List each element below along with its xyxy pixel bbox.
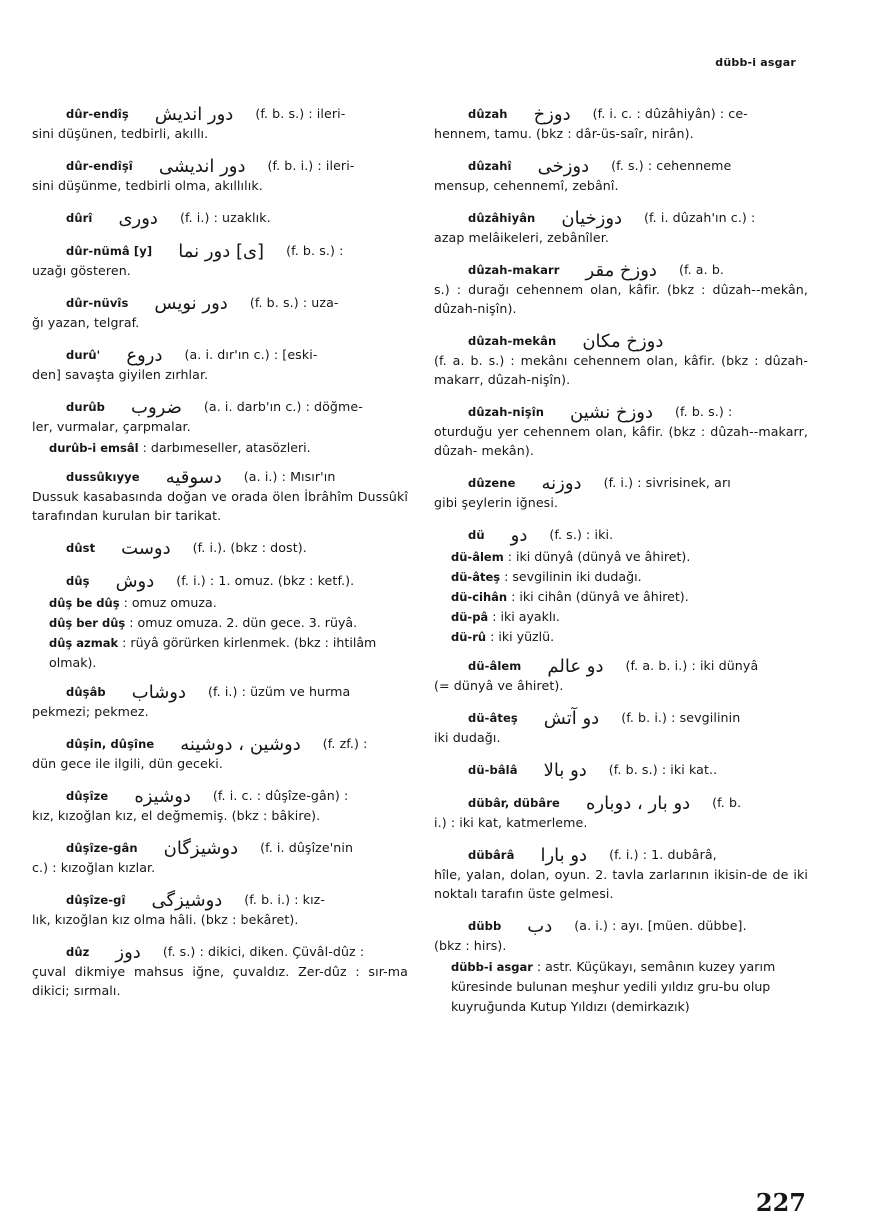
sub-entry [32,613,408,633]
dictionary-entry [434,260,808,318]
entry-lead [32,397,408,417]
definition-continued: uzağı gösteren. [32,263,131,278]
entry-lead [32,734,408,754]
left-column [32,104,408,1013]
entry-lead [434,916,808,936]
dictionary-entry [434,760,808,780]
headword: dübârâ [468,848,515,862]
headword: dü-âteş [468,711,518,725]
dictionary-entry [434,708,808,747]
entry-lead [32,345,408,365]
entry-lead [434,793,808,813]
definition-continued: (= dünyâ ve âhiret). [434,678,564,693]
definition: (f. i.) : 1. omuz. (bkz : ketf.). [176,573,355,588]
entry-lead [434,331,808,351]
headword: dûzah-mekân [468,334,557,348]
entry-lead [434,845,808,865]
sub-entry [434,587,808,607]
definition: (a. i.) : ayı. [müen. dübbe]. [574,918,747,933]
entry-lead [32,156,408,176]
headword: dûşîze-gî [66,893,126,907]
sub-headword: dü-âteş [451,570,501,584]
entry-lead [434,473,808,493]
headword: dü-âlem [468,659,522,673]
definition: (f. b. i.) : ileri- [267,158,355,173]
sub-headword: dü-âlem [451,550,504,564]
definition: (f. i. dûzah'ın c.) : [644,210,756,225]
definition-continued: pekmezi; pekmez. [32,704,149,719]
definition: (a. i.) : Mısır'ın [243,469,336,484]
definition: (f. i. dûşîze'nin [260,840,354,855]
definition-continued: i.) : iki kat, katmerleme. [434,815,588,830]
dictionary-entry [434,845,808,903]
sub-headword: dûş azmak [49,636,119,650]
headword: dûr-nüvîs [66,296,129,310]
entry-lead [32,208,408,228]
headword: dûşâb [66,685,106,699]
headword: dûşin, dûşîne [66,737,155,751]
definition: (f. i.) : üzüm ve hurma [208,684,351,699]
ottoman-script: دوزخ [533,104,571,125]
sub-headword: dübb-i asgar [451,960,533,974]
ottoman-script: دو [510,525,528,546]
ottoman-script: دب [527,916,553,937]
headword: dûr-endîşî [66,159,133,173]
entry-lead [434,208,808,228]
ottoman-script: دروع [126,345,163,366]
sub-definition: : iki ayaklı. [492,609,560,624]
definition: (f. i. c. : dûşîze-gân) : [212,788,349,803]
entry-lead [434,656,808,676]
ottoman-script: ضروب [131,397,182,418]
definition-continued: azap melâikeleri, zebânîler. [434,230,609,245]
definition-continued: (bkz : hirs). [434,938,507,953]
definition-continued: lık, kızoğlan kız olma hâli. (bkz : bekâret). [32,912,299,927]
ottoman-script: دور نویس [154,293,228,314]
sub-definition: : darbımeseller, atasözleri. [142,440,311,455]
headword: dûzah-nişîn [468,405,545,419]
headword: dübb [468,919,502,933]
entry-lead [434,402,808,422]
definition: (f. b. s.) : [675,404,733,419]
headword: dûşîze [66,789,109,803]
entry-lead [434,156,808,176]
sub-headword: dü-cihân [451,590,508,604]
entry-lead [434,525,808,545]
sub-entry [32,593,408,613]
page-number: 227 [755,1188,806,1217]
definition-continued: ğı yazan, telgraf. [32,315,140,330]
definition: (f. b. s.) : ileri- [255,106,346,121]
headword: dûş [66,574,90,588]
entry-lead [434,760,808,780]
entry-lead [32,293,408,313]
ottoman-script: دوشیزه [134,786,191,807]
dictionary-entry [434,331,808,389]
sub-headword: dü-pâ [451,610,489,624]
dictionary-entry [32,208,408,228]
dictionary-entry [32,571,408,591]
definition: (a. i. darb'ın c.) : döğme- [203,399,363,414]
sub-entry [434,957,808,1017]
right-column [434,104,808,1026]
ottoman-script: دوشاب [131,682,186,703]
definition-continued: ler, vurmalar, çarpmalar. [32,419,191,434]
dictionary-entry [32,293,408,332]
headword: dûst [66,541,96,555]
entry-lead [32,786,408,806]
definition: (a. i. dır'ın c.) : [eski- [184,347,318,362]
headword: dûrî [66,211,93,225]
headword: dü [468,528,485,542]
definition: (f. b. i.) : sevgilinin [621,710,741,725]
headword: durûb [66,400,106,414]
definition-continued: mensup, cehennemî, zebânî. [434,178,619,193]
definition: (f. i.) : 1. dubârâ, [609,847,717,862]
entry-lead [32,942,408,962]
ottoman-script: دسوقیه [165,467,222,488]
dictionary-entry [32,538,408,558]
entry-lead [32,241,408,261]
definition-continued: Dussuk kasabasında doğan ve orada ölen İbrâhîm Dussûkî tarafından kurulan bir tarikat. [32,489,408,523]
dictionary-entry [32,241,408,280]
headword: dussûkıyye [66,470,140,484]
dictionary-entry [434,473,808,512]
definition-continued: sini düşünme, tedbirli olma, akıllılık. [32,178,263,193]
definition: (f. b. s.) : [286,243,344,258]
ottoman-script: دوش [115,571,155,592]
definition-continued: iki dudağı. [434,730,501,745]
sub-entry [32,438,408,458]
ottoman-script: دوست [121,538,171,559]
sub-definition: : omuz omuza. [123,595,217,610]
definition: (f. i.) : sivrisinek, arı [603,475,731,490]
dictionary-entry [32,397,408,436]
definition-continued: kız, kızoğlan kız, el değmemiş. (bkz : bâkire). [32,808,321,823]
headword: dûzah-makarr [468,263,560,277]
dictionary-entry [434,402,808,460]
definition-continued: den] savaşta giyilen zırhlar. [32,367,209,382]
ottoman-script: دوزخی [537,156,590,177]
dictionary-entry [434,793,808,832]
ottoman-script: دوزخیان [561,208,623,229]
headword: dûzene [468,476,516,490]
ottoman-script: دو بارا [540,845,588,866]
definition: (f. s.) : iki. [549,527,614,542]
headword: durû' [66,348,101,362]
ottoman-script: دوری [118,208,158,229]
entry-lead [32,538,408,558]
sub-headword: dü-rû [451,630,487,644]
ottoman-script: دوشیزگی [151,890,223,911]
dictionary-entry [32,838,408,877]
ottoman-script: دوزنه [541,473,582,494]
headword: dûzahî [468,159,512,173]
ottoman-script: دوزخ نشین [570,402,653,423]
sub-entry [434,547,808,567]
dictionary-entry [434,104,808,143]
headword: dûşîze-gân [66,841,138,855]
entry-lead [434,708,808,728]
definition: (f. i.). (bkz : dost). [192,540,307,555]
definition: (f. b. [712,795,742,810]
entry-lead [434,260,808,280]
definition: (f. b. i.) : kız- [244,892,326,907]
headword: dûz [66,945,90,959]
headword: dûzâhiyân [468,211,536,225]
dictionary-entry [434,916,808,955]
definition-continued: dün gece ile ilgili, dün geceki. [32,756,223,771]
sub-definition: : rüyâ görürken kirlenmek. (bkz : ihtilâm olmak). [49,635,377,670]
dictionary-entry [32,786,408,825]
entry-lead [32,104,408,124]
dictionary-entry [32,467,408,525]
definition: (f. zf.) : [322,736,368,751]
dictionary-entry [32,890,408,929]
entry-lead [32,890,408,910]
sub-entry [434,627,808,647]
headword: dûr-endîş [66,107,129,121]
definition: (f. s.) : dikici, diken. Çüvâl-dûz : [162,944,365,959]
definition-continued: sini düşünen, tedbirli, akıllı. [32,126,209,141]
dictionary-entry [434,156,808,195]
definition: (f. a. b. i.) : iki dünyâ [625,658,759,673]
entry-lead [32,682,408,702]
ottoman-script: دوشیزگان [163,838,239,859]
entry-lead [32,467,408,487]
entry-lead [32,571,408,591]
ottoman-script: دو عالم [547,656,604,677]
ottoman-script: دو بالا [543,760,587,781]
running-head: dübb-i asgar [715,56,796,69]
ottoman-script: دوز [115,942,141,963]
headword: dü-bâlâ [468,763,518,777]
definition-continued: s.) : durağı cehennem olan, kâfir. (bkz : dûzah--mekân, dûzah-nişîn). [434,282,808,316]
entry-lead [32,838,408,858]
definition-continued: oturduğu yer cehennem olan, kâfir. (bkz : dûzah--makarr, dûzah- mekân). [434,424,808,458]
dictionary-entry [32,734,408,773]
definition: (f. a. b. [678,262,725,277]
dictionary-entry [434,208,808,247]
dictionary-entry [434,525,808,545]
ottoman-script: دوشین ، دوشینه [180,734,301,755]
dictionary-entry [32,682,408,721]
sub-definition: : iki yüzlü. [490,629,555,644]
ottoman-script: دوزخ مقر [585,260,657,281]
definition-continued: hîle, yalan, dolan, oyun. 2. tavla zarlarının ikisin-de de iki noktalı tarafın üste gelmesi. [434,867,808,901]
dictionary-entry [32,156,408,195]
headword: dûzah [468,107,508,121]
ottoman-script: دور اندیش [154,104,234,125]
sub-definition: : iki dünyâ (dünyâ ve âhiret). [507,549,691,564]
definition-continued: (f. a. b. s.) : mekânı cehennem olan, kâfir. (bkz : dûzah-makarr, dûzah-nişîn). [434,353,808,387]
sub-definition: : omuz omuza. 2. dün gece. 3. rüyâ. [129,615,358,630]
dictionary-entry [32,104,408,143]
definition: (f. i. c. : dûzâhiyân) : ce- [592,106,748,121]
definition-continued: c.) : kızoğlan kızlar. [32,860,156,875]
sub-entry [434,607,808,627]
definition: (f. b. s.) : iki kat.. [608,762,718,777]
sub-definition: : sevgilinin iki dudağı. [504,569,642,584]
definition-continued: çuval dikmiye mahsus iğne, çuvaldız. Zer-dûz : sır-ma dikici; sırmalı. [32,964,408,998]
definition: (f. b. s.) : uza- [249,295,339,310]
ottoman-script: دوزخ مکان [582,331,664,352]
sub-definition: : astr. Küçükayı, semânın kuzey yarım küresinde bulunan meşhur yedili yıldız gru-bu olup kuyruğunda Kutup Yıldızı (demirkazık) [451,959,776,1014]
dictionary-entry [32,942,408,1000]
definition-continued: hennem, tamu. (bkz : dâr-üs-saîr, nirân). [434,126,694,141]
sub-entry [434,567,808,587]
definition: (f. i.) : uzaklık. [179,210,271,225]
dictionary-entry [434,656,808,695]
sub-definition: : iki cihân (dünyâ ve âhiret). [511,589,689,604]
ottoman-script: دور اندیشی [158,156,246,177]
sub-headword: dûş ber dûş [49,616,126,630]
ottoman-script: دو بار ، دوباره [585,793,691,814]
sub-entry [32,633,408,673]
sub-headword: durûb-i emsâl [49,441,139,455]
ottoman-script: دو آتش [543,708,600,729]
headword: dûr-nümâ [y] [66,244,153,258]
sub-headword: dûş be dûş [49,596,120,610]
ottoman-script: [ی] دور نما [178,241,265,262]
entry-lead [434,104,808,124]
headword: dübâr, dübâre [468,796,560,810]
definition-continued: gibi şeylerin iğnesi. [434,495,559,510]
definition: (f. s.) : cehenneme [611,158,732,173]
dictionary-entry [32,345,408,384]
